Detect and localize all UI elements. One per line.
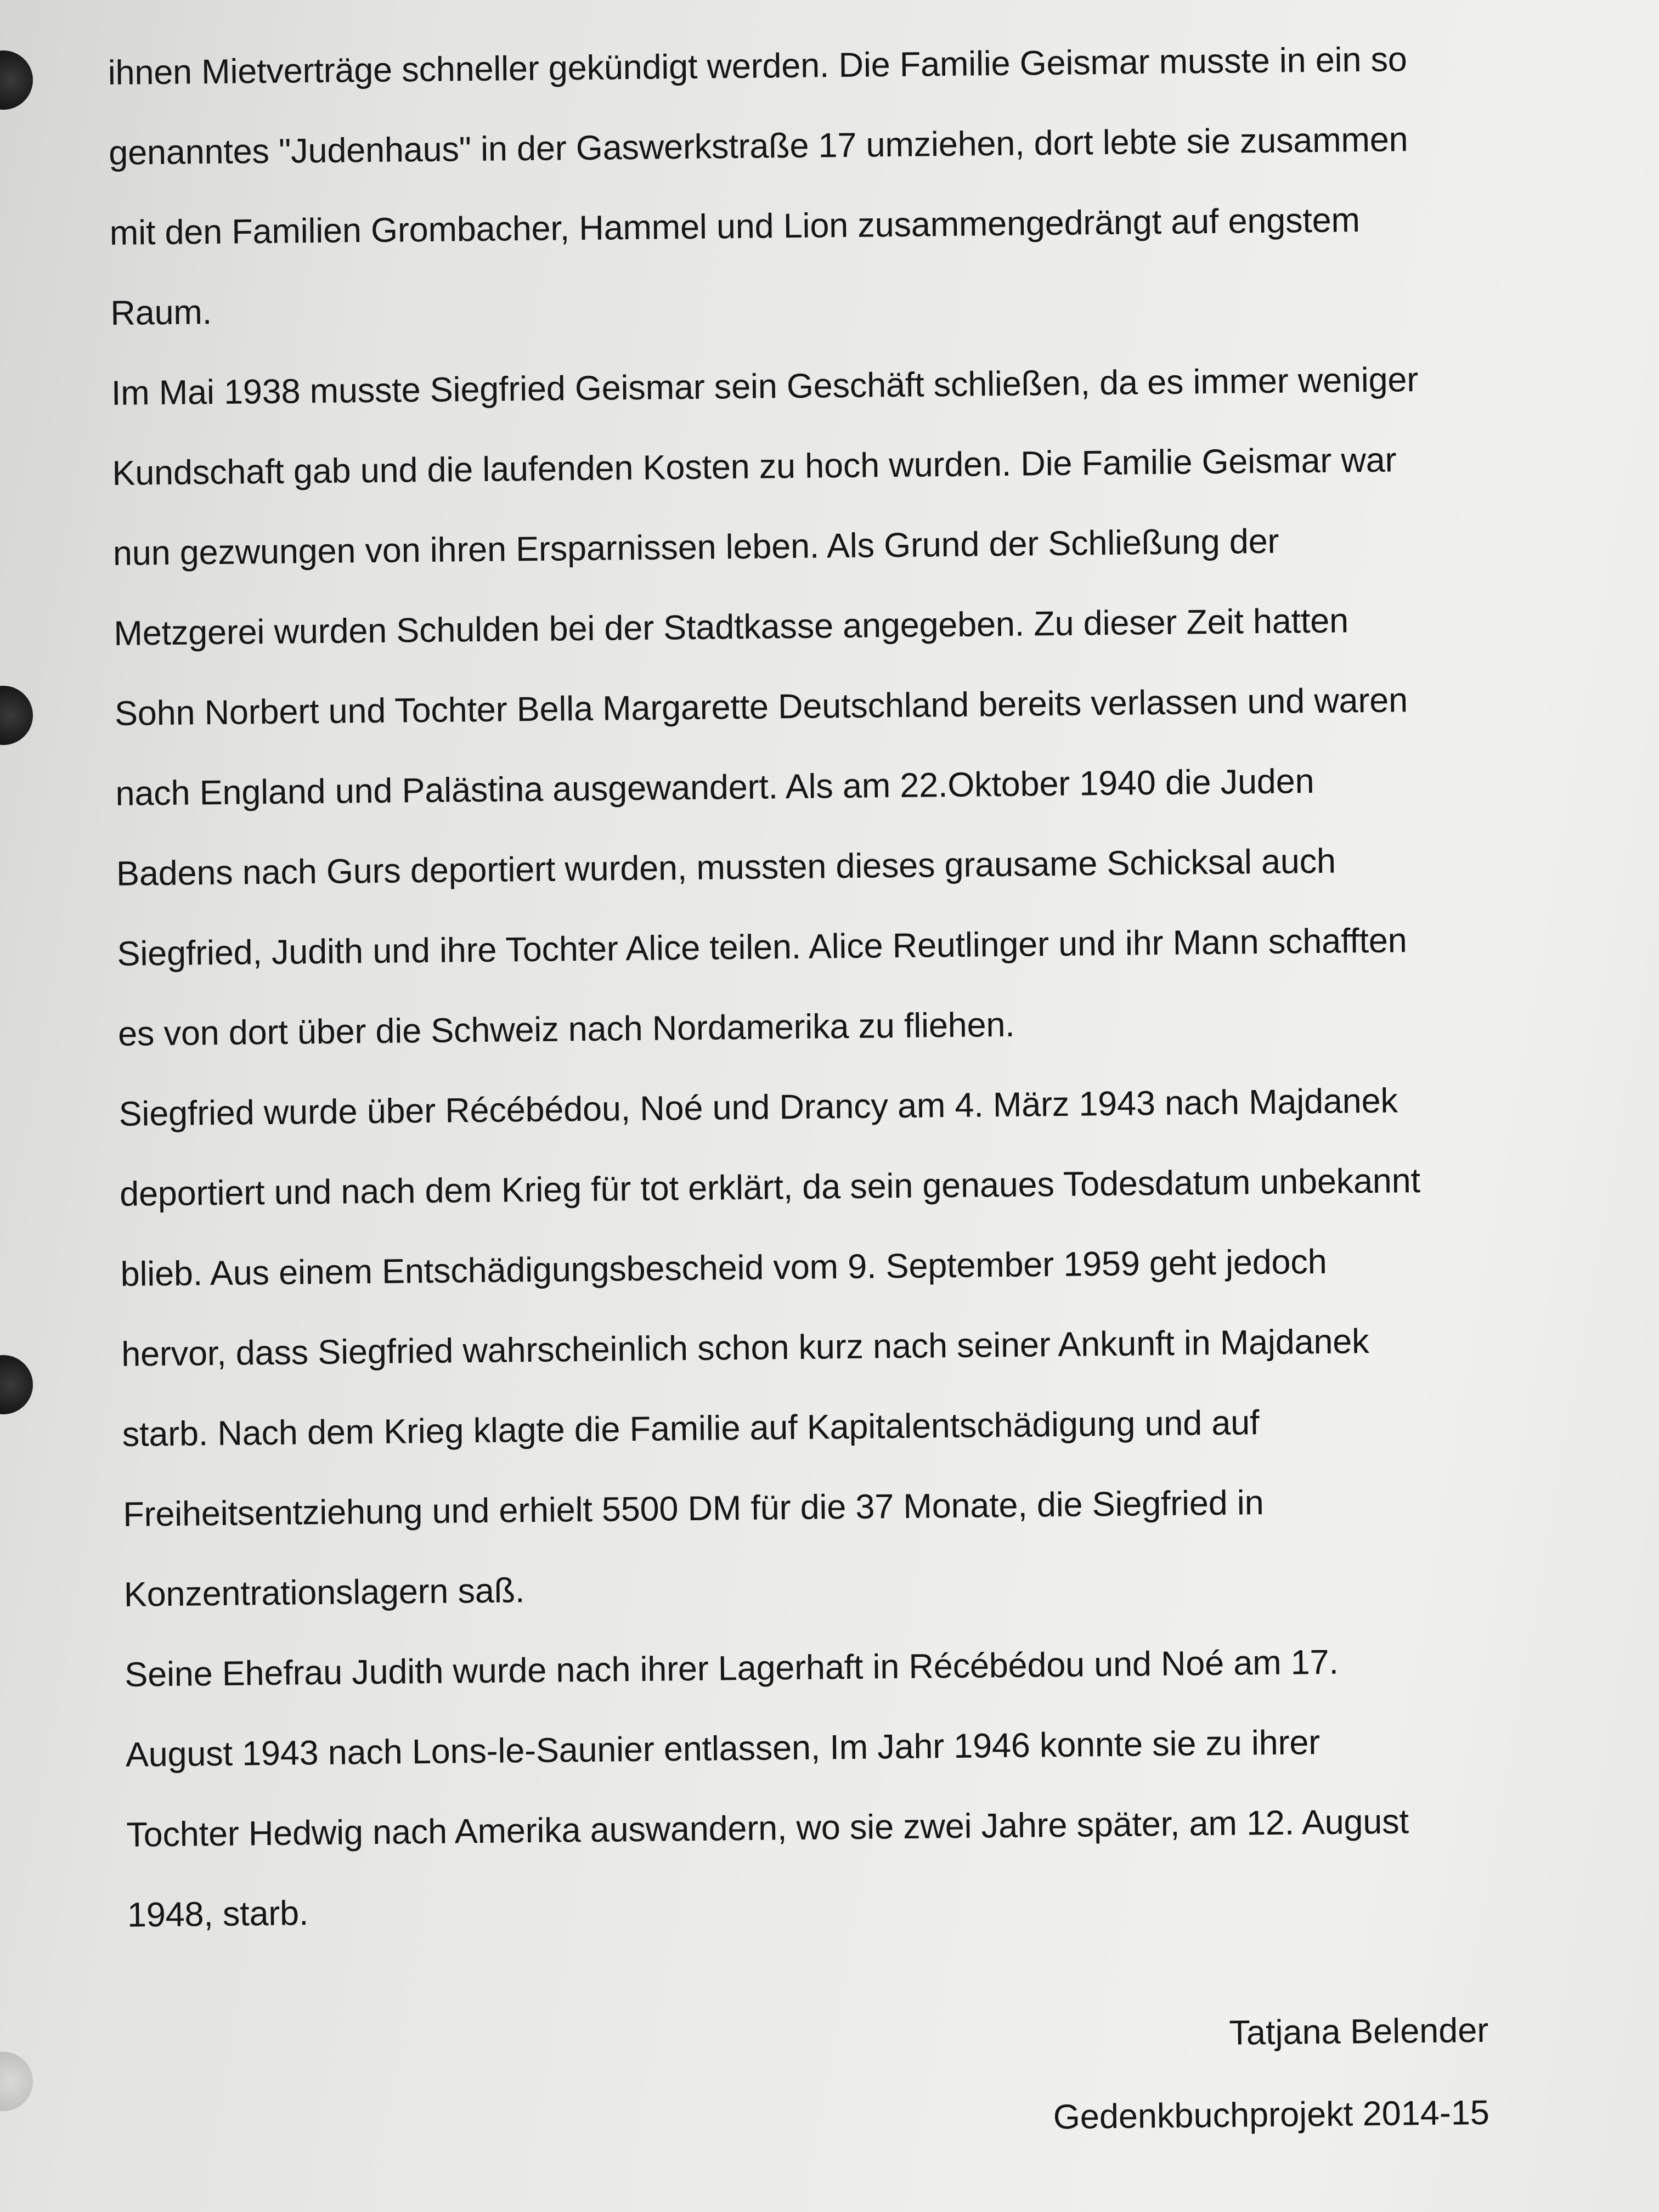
text-line: deportiert und nach dem Krieg für tot erklärt, da sein genaues Todesdatum unbekannt	[119, 1161, 1421, 1214]
text-line: ihnen Mietverträge schneller gekündigt werden. Die Familie Geismar musste in ein so	[108, 40, 1408, 92]
text-line: 1948, starb.	[127, 1894, 309, 1934]
signature-block	[1052, 1989, 1489, 2158]
punch-hole	[0, 686, 33, 745]
text-line: blieb. Aus einem Entschädigungsbescheid vom 9. September 1959 geht jedoch	[120, 1242, 1327, 1294]
text-line: Seine Ehefrau Judith wurde nach ihrer Lagerhaft in Récébédou und Noé am 17.	[124, 1643, 1339, 1694]
text-line: genanntes "Judenhaus" in der Gaswerkstraße 17 umziehen, dort lebte sie zusammen	[108, 120, 1408, 172]
text-line: Tochter Hedwig nach Amerika auswandern, wo sie zwei Jahre später, am 12. August	[126, 1802, 1409, 1854]
text-line: mit den Familien Grombacher, Hammel und Lion zusammengedrängt auf engstem	[109, 201, 1361, 252]
text-line: Sohn Norbert und Tochter Bella Margarette Deutschland bereits verlassen und waren	[114, 681, 1408, 733]
punch-hole	[0, 1355, 33, 1414]
punch-hole	[0, 50, 33, 110]
text-line: Siegfried, Judith und ihre Tochter Alice teilen. Alice Reutlinger und ihr Mann schafften	[117, 921, 1407, 973]
text-line: Raum.	[110, 293, 212, 332]
body-text	[108, 19, 1510, 1955]
text-line: nach England und Palästina ausgewandert. Als am 22.Oktober 1940 die Juden	[115, 762, 1314, 813]
text-line: nun gezwungen von ihren Ersparnissen leben. Als Grund der Schließung der	[112, 522, 1279, 573]
text-line: Freiheitsentziehung und erhielt 5500 DM für die 37 Monate, die Siegfried in	[122, 1483, 1264, 1534]
project-name: Gedenkbuchprojekt 2014-15	[1053, 2093, 1490, 2137]
text-line: Badens nach Gurs deportiert wurden, mussten dieses grausame Schicksal auch	[116, 842, 1336, 893]
text-line: es von dort über die Schweiz nach Nordamerika zu fliehen.	[117, 1005, 1015, 1053]
text-line: hervor, dass Siegfried wahrscheinlich schon kurz nach seiner Ankunft in Majdanek	[121, 1322, 1369, 1374]
text-line: Konzentrationslagern saß.	[123, 1571, 525, 1614]
text-line: Siegfried wurde über Récébédou, Noé und Drancy am 4. März 1943 nach Majdanek	[119, 1081, 1398, 1133]
text-line: Metzgerei wurden Schulden bei der Stadtkasse angegeben. Zu dieser Zeit hatten	[114, 601, 1349, 653]
text-line: starb. Nach dem Krieg klagte die Familie auf Kapitalentschädigung und auf	[122, 1403, 1260, 1454]
punch-hole	[0, 2052, 33, 2111]
text-line: Im Mai 1938 musste Siegfried Geismar sein Geschäft schließen, da es immer weniger	[111, 360, 1419, 413]
author-name: Tatjana Belender	[1229, 2011, 1489, 2052]
text-line: August 1943 nach Lons-le-Saunier entlassen, Im Jahr 1946 konnte sie zu ihrer	[125, 1723, 1321, 1774]
text-line: Kundschaft gab und die laufenden Kosten zu hoch wurden. Die Familie Geismar war	[112, 441, 1397, 493]
